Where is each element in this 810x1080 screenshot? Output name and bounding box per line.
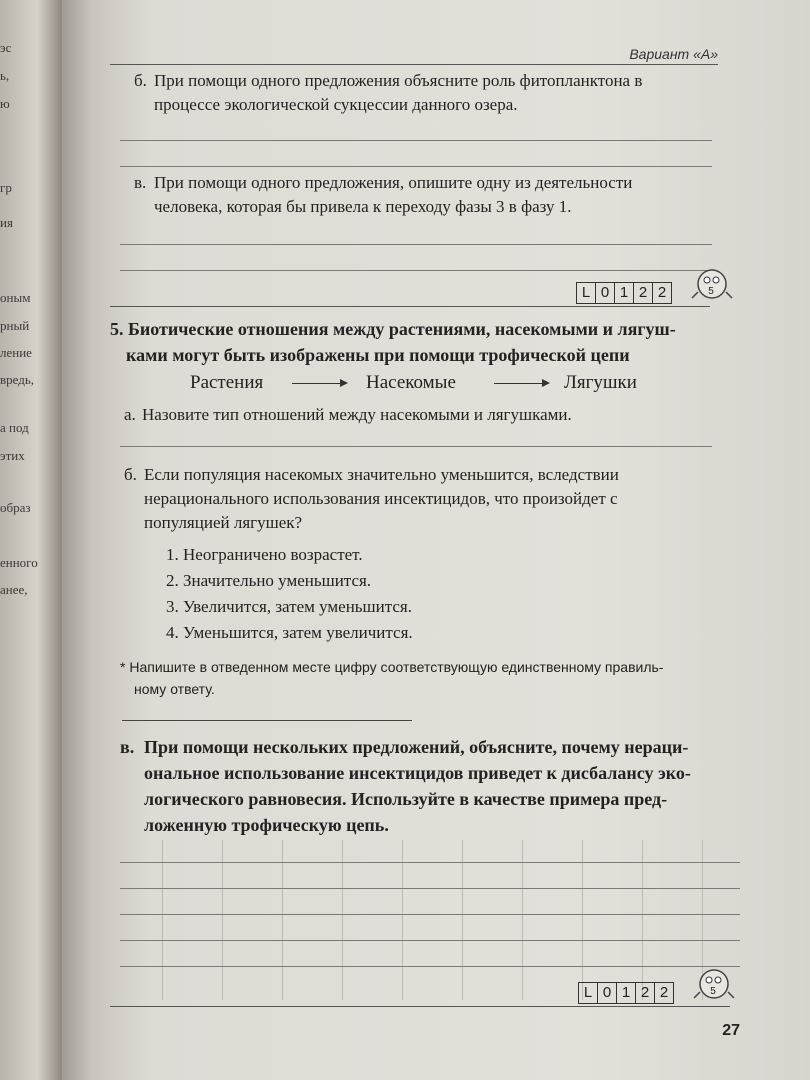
instruction-note: * Напишите в отведенном месте цифру соответствующую единственному правиль- [120, 659, 664, 675]
answer-line[interactable] [120, 446, 712, 447]
task5b-question-line: нерационального использования инсектицидов, что произойдет с [144, 489, 618, 508]
answer-option: 3. Увеличится, затем уменьшится. [166, 597, 412, 616]
task5a-label: а. [124, 405, 136, 424]
mascot-icon [690, 962, 736, 1002]
task5b-question-line: популяцией лягушек? [144, 513, 303, 532]
left-fragment: а под [0, 420, 29, 435]
adjacent-page-edge [0, 0, 62, 1080]
score-cell: 0 [596, 283, 615, 303]
variant-header: Вариант «А» [629, 46, 718, 62]
task5c-question-line: При помощи нескольких предложений, объясните, почему нераци- [144, 737, 689, 757]
page-number: 27 [722, 1022, 740, 1039]
task5c-label: в. [120, 737, 135, 757]
show-through-grid [102, 840, 742, 1000]
score-cell: 2 [659, 984, 669, 1001]
score-box [578, 982, 674, 1004]
mascot-number: 5 [708, 286, 714, 297]
chain-item: Насекомые [366, 372, 456, 393]
answer-line[interactable] [120, 244, 712, 245]
score-cell: 2 [636, 983, 655, 1003]
score-cell: L [577, 283, 596, 303]
left-fragment: образ [0, 500, 31, 515]
task5-title: ками могут быть изображены при помощи трофической цепи [126, 345, 630, 365]
score-cell: 1 [615, 283, 634, 303]
score-cell: 0 [598, 983, 617, 1003]
answer-line[interactable] [120, 914, 740, 915]
task4b-question-line: процессе экологической сукцессии данного озера. [154, 95, 518, 114]
mascot-icon [688, 262, 734, 302]
answer-line[interactable] [120, 140, 712, 141]
workbook-page [62, 0, 810, 1080]
answer-option: 1. Неограничено возрастет. [166, 545, 363, 564]
score-box [576, 282, 672, 304]
task4b-question-line: При помощи одного предложения объясните роль фитопланктона в [154, 71, 643, 90]
section-divider [110, 1006, 730, 1007]
task5c-question-line: логического равновесия. Используйте в качестве примера пред- [144, 789, 668, 809]
score-cell: 1 [617, 983, 636, 1003]
left-fragment: этих [0, 448, 25, 463]
answer-option: 2. Значительно уменьшится. [166, 571, 372, 590]
score-cell: 2 [657, 284, 667, 301]
answer-line[interactable] [120, 166, 712, 167]
left-fragment: ь, [0, 68, 10, 83]
answer-line[interactable] [120, 862, 740, 863]
answer-option: 4. Уменьшится, затем увеличится. [166, 623, 413, 642]
task5a-question: Назовите тип отношений между насекомыми и лягушками. [142, 405, 572, 424]
left-fragment: енного [0, 555, 38, 570]
score-cell: L [579, 983, 598, 1003]
answer-line[interactable] [120, 940, 740, 941]
left-fragment: оным [0, 290, 31, 305]
score-cell: 2 [634, 283, 653, 303]
task4b-label: б. [134, 71, 147, 90]
mascot-number: 5 [710, 986, 716, 997]
left-fragment: гр [0, 180, 12, 195]
task4c-question-line: человека, которая бы привела к переходу фазы 3 в фазу 1. [154, 197, 572, 216]
arrow-right-icon [494, 383, 548, 384]
task5-title: 5. Биотические отношения между растениями, насекомыми и лягуш- [110, 319, 676, 339]
chain-item: Растения [190, 372, 264, 393]
instruction-note: ному ответу. [134, 681, 215, 697]
left-fragment: ление [0, 345, 32, 360]
answer-line[interactable] [120, 966, 740, 967]
task5c-question-line: ложенную трофическую цепь. [144, 815, 389, 835]
left-fragment: анее, [0, 582, 28, 597]
answer-line[interactable] [120, 270, 712, 271]
section-divider [110, 306, 710, 307]
answer-line[interactable] [120, 888, 740, 889]
arrow-right-icon [292, 383, 346, 384]
left-fragment: ия [0, 215, 13, 230]
left-fragment: рный [0, 318, 30, 333]
task5c-question-line: ональное использование инсектицидов приведет к дисбалансу эко- [144, 763, 691, 783]
task5b-question-line: Если популяция насекомых значительно уменьшится, вследствии [144, 465, 619, 484]
left-fragment: ю [0, 96, 10, 111]
answer-field[interactable] [122, 720, 412, 721]
task4c-label: в. [134, 173, 147, 192]
left-fragment: вредь, [0, 372, 35, 387]
task4c-question-line: При помощи одного предложения, опишите одну из деятельности [154, 173, 633, 192]
chain-item: Лягушки [564, 372, 637, 393]
left-fragment: эс [0, 40, 12, 55]
header-rule [110, 64, 718, 65]
task5b-label: б. [124, 465, 137, 484]
